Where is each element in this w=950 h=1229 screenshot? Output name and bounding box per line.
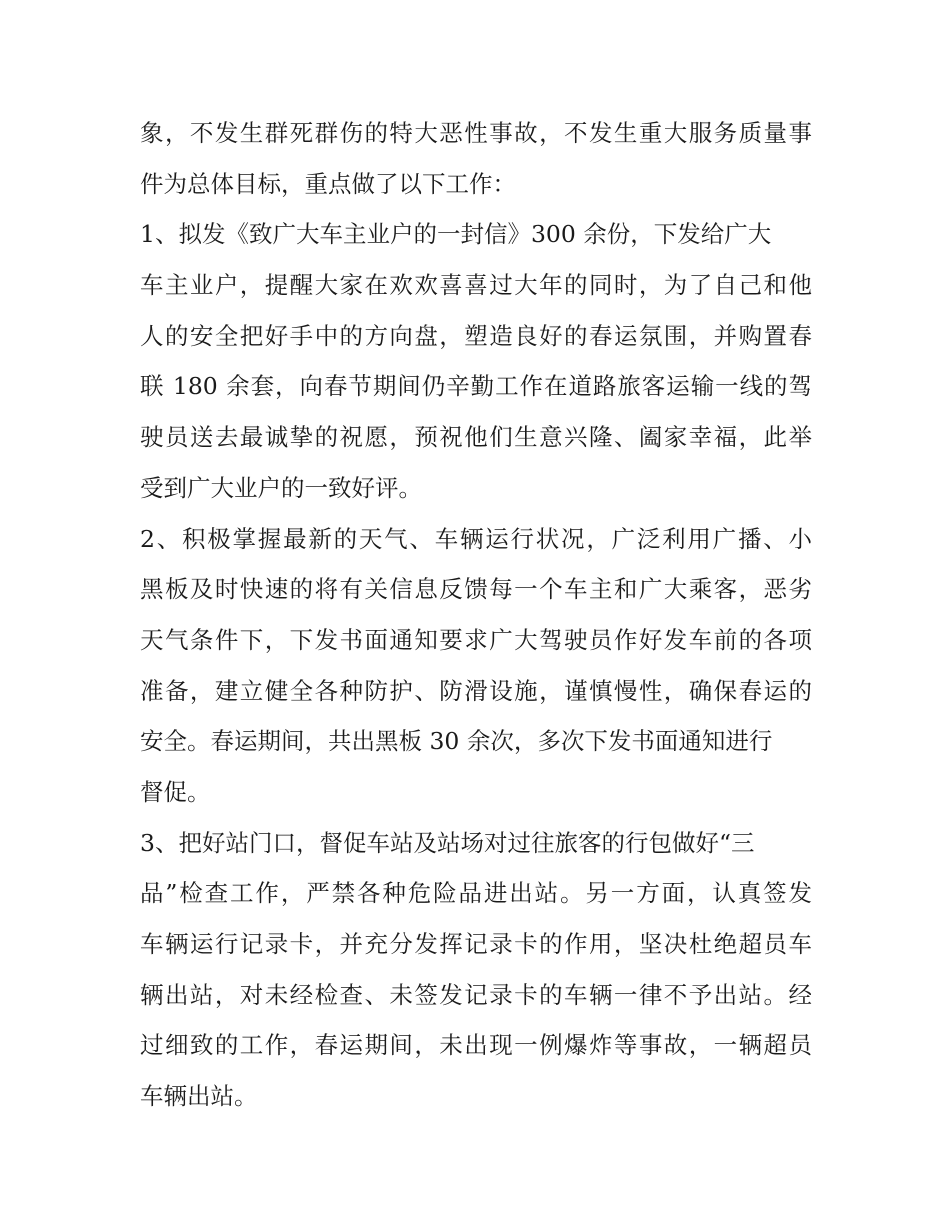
list-item-2-line: 天气条件下，下发书面通知要求广大驾驶员作好发车前的各项	[140, 625, 812, 654]
document-body	[140, 108, 812, 1122]
list-item-2-line: 准备，建立健全各种防护、防滑设施，谨慎慢性，确保春运的	[140, 676, 812, 705]
list-item-3-line: 辆出站，对未经检查、未签发记录卡的车辆一律不予出站。经	[140, 980, 812, 1009]
list-item-2-line: 2、积极掌握最新的天气、车辆运行状况，广泛利用广播、小	[140, 524, 812, 553]
list-item-3-line: 过细致的工作，春运期间，未出现一例爆炸等事故，一辆超员	[140, 1031, 812, 1060]
list-item-3-line: 3、把好站门口，督促车站及站场对过往旅客的行包做好“三	[140, 828, 755, 857]
list-item-1-line: 车主业户，提醒大家在欢欢喜喜过大年的同时，为了自己和他	[140, 271, 812, 300]
text-line: 象，不发生群死群伤的特大恶性事故，不发生重大服务质量事	[140, 119, 812, 147]
list-item-1-line: 人的安全把好手中的方向盘，塑造良好的春运氛围，并购置春	[140, 321, 812, 350]
list-item-2-line: 督促。	[140, 777, 211, 806]
list-item-1-line: 受到广大业户的一致好评。	[140, 473, 422, 502]
list-item-2-line: 黑板及时快速的将有关信息反馈每一个车主和广大乘客，恶劣	[140, 575, 812, 604]
text-line: 件为总体目标，重点做了以下工作：	[140, 169, 516, 198]
list-item-3-line: 车辆出站。	[140, 1082, 258, 1111]
list-item-1-line: 驶员送去最诚挚的祝愿，预祝他们生意兴隆、阖家幸福，此举	[140, 423, 812, 452]
list-item-2-line: 安全。春运期间，共出黑板 30 余次，多次下发书面通知进行	[140, 727, 773, 756]
list-item-3-line: 品”检查工作，严禁各种危险品进出站。另一方面，认真签发	[140, 879, 812, 908]
list-item-3-line: 车辆运行记录卡，并充分发挥记录卡的作用，坚决杜绝超员车	[140, 930, 812, 958]
list-item-1-line: 1、拟发《致广大车主业户的一封信》300 余份，下发给广大	[140, 220, 772, 249]
list-item-1-line: 联 180 余套，向春节期间仍辛勤工作在道路旅客运输一线的驾	[140, 372, 812, 401]
